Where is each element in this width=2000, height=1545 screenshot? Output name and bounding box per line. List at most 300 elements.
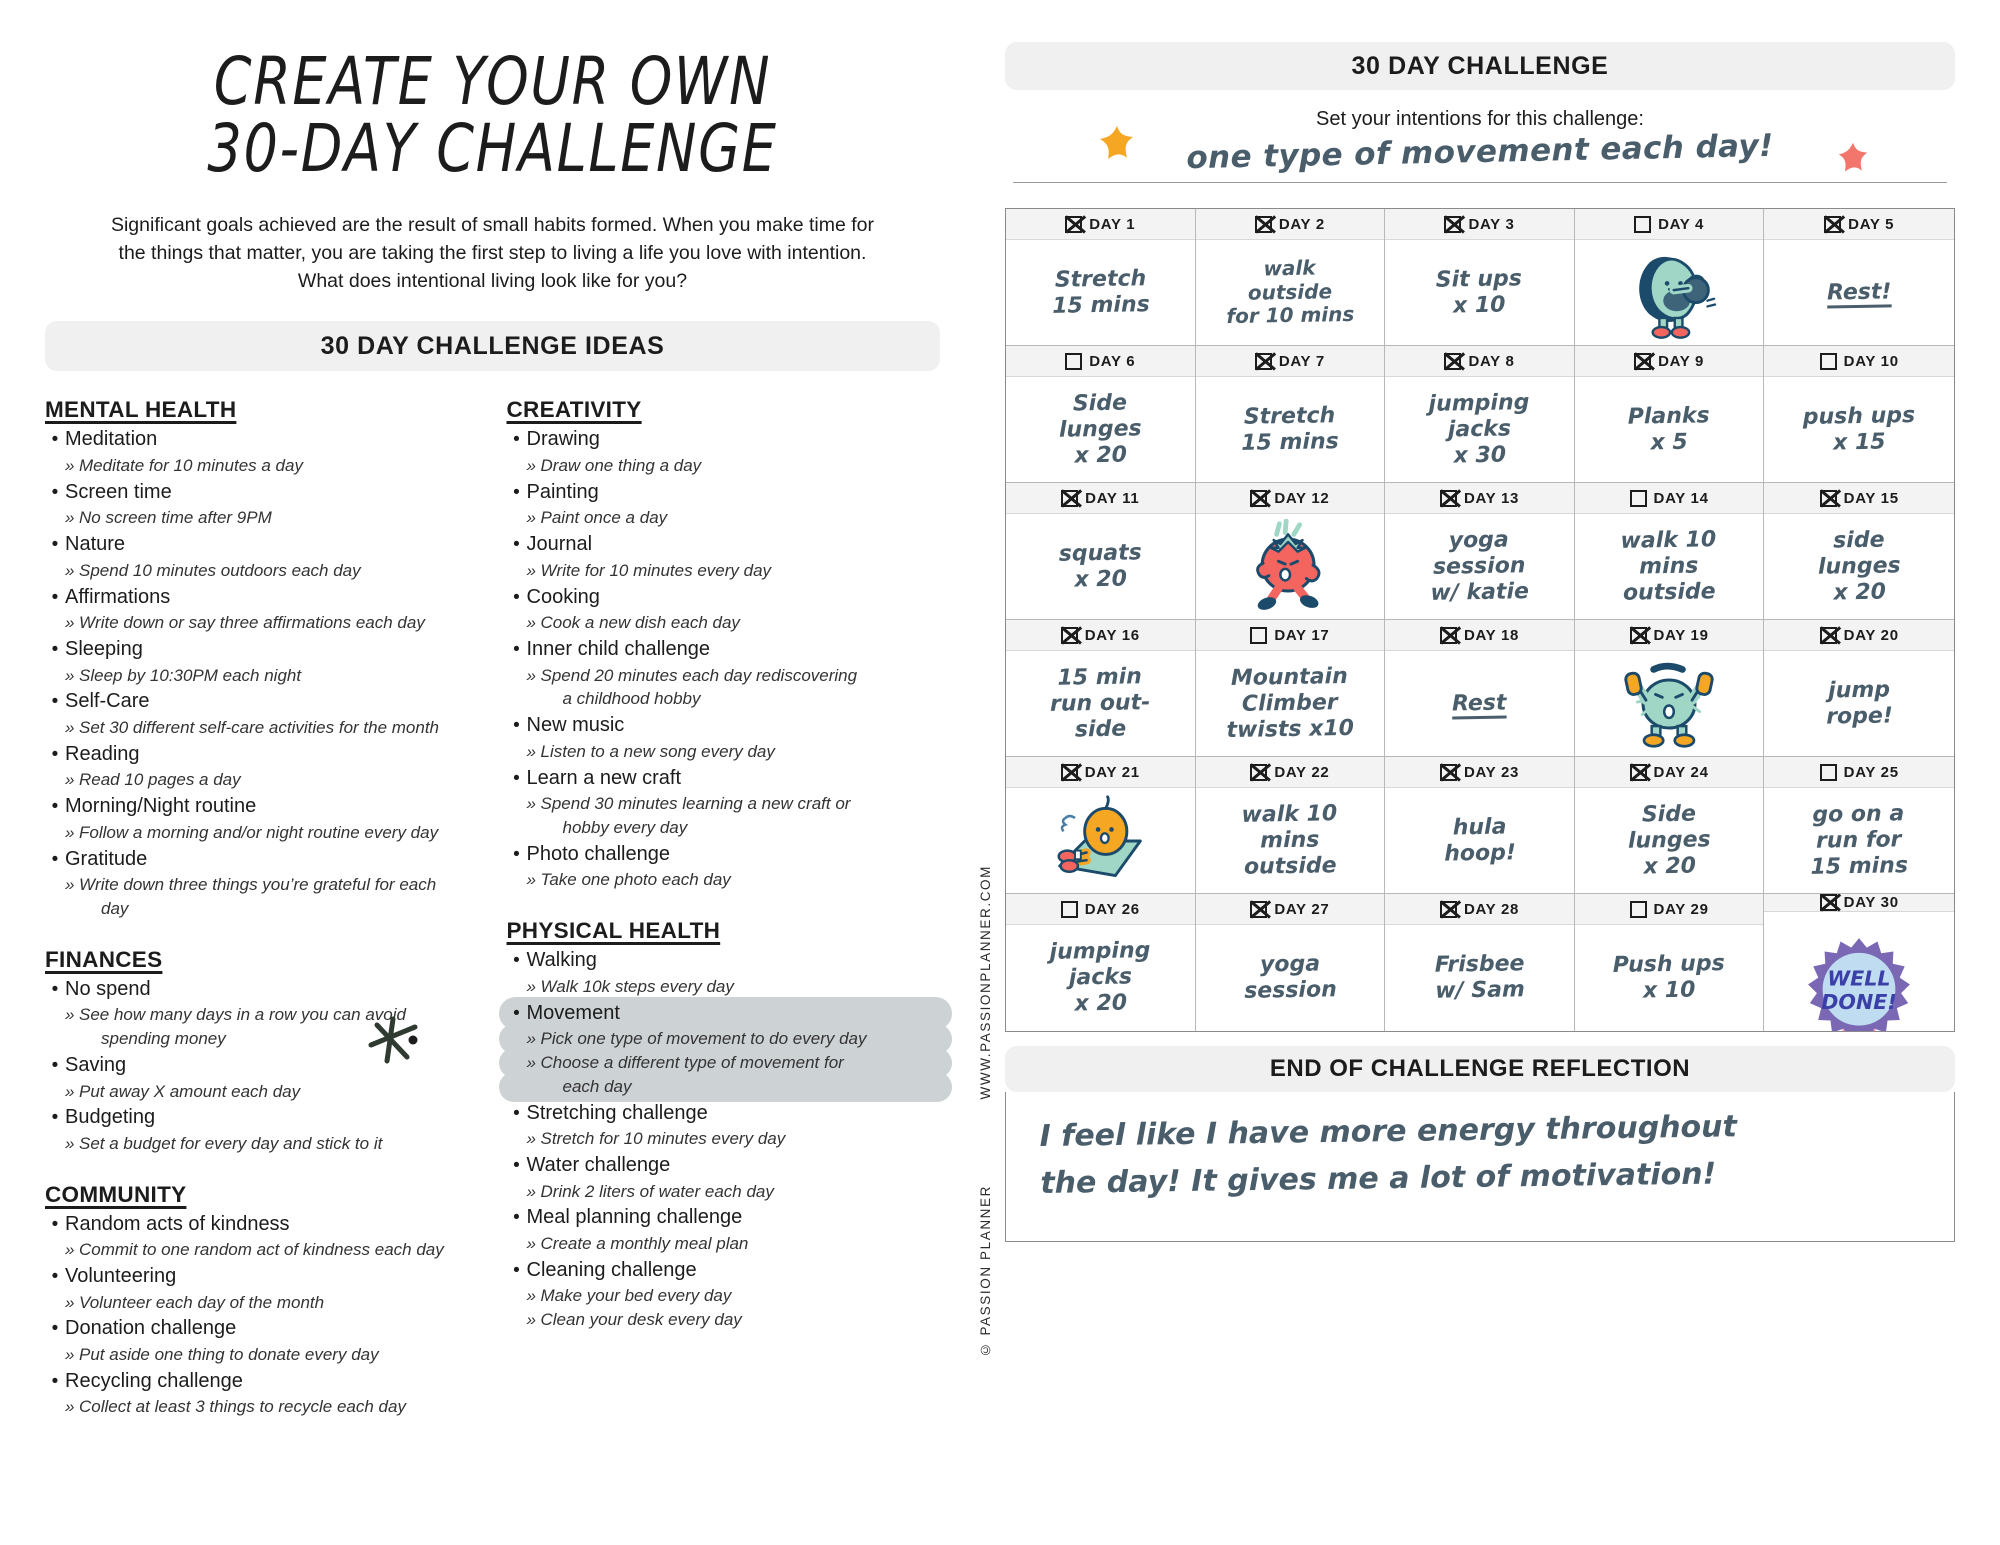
idea-subitem-text: Put away X amount each day xyxy=(79,1081,301,1101)
day-label: DAY 30 xyxy=(1843,894,1899,911)
day-cell-body[interactable] xyxy=(1385,925,1574,1031)
idea-item-row xyxy=(45,1315,479,1343)
day-cell-body[interactable] xyxy=(1196,788,1385,893)
right-panel xyxy=(985,0,2000,1545)
idea-item-label: Affirmations xyxy=(65,585,171,608)
guillemet-icon: » xyxy=(65,822,75,842)
day-entry-text: jumping jacks x 20 xyxy=(1049,938,1151,1017)
guillemet-icon: » xyxy=(65,665,75,685)
guillemet-icon: » xyxy=(65,717,75,737)
bullet-icon: • xyxy=(513,1102,520,1124)
day-cell-header xyxy=(1575,620,1764,651)
idea-item-row xyxy=(507,479,941,507)
list-item xyxy=(45,1104,479,1155)
idea-subitem-text: Follow a morning and/or night routine every day xyxy=(79,822,439,842)
bullet-icon: • xyxy=(513,1002,520,1024)
idea-item-row xyxy=(507,584,941,612)
idea-item-row xyxy=(507,712,941,740)
list-item xyxy=(507,1152,941,1203)
day-cell[interactable] xyxy=(1764,894,1954,1031)
idea-subitem-row xyxy=(507,1051,941,1075)
list-item xyxy=(45,688,479,739)
lemon-yoga-mat-sticker xyxy=(1052,793,1148,889)
list-item xyxy=(45,1315,479,1366)
idea-subitem-text: day xyxy=(101,898,129,918)
checked-checkbox-icon[interactable] xyxy=(1444,353,1461,370)
list-item xyxy=(507,1000,941,1099)
unchecked-checkbox-icon[interactable] xyxy=(1065,353,1082,370)
idea-item-label: Random acts of kindness xyxy=(65,1212,290,1235)
day-cell[interactable] xyxy=(1196,483,1386,620)
bullet-icon: • xyxy=(513,715,520,737)
day-cell-body[interactable] xyxy=(1385,240,1574,345)
idea-subitem-text: Choose a different type of movement for xyxy=(540,1052,844,1072)
bullet-icon: • xyxy=(51,534,59,556)
category-heading: MENTAL HEALTH xyxy=(45,397,237,423)
day-label: DAY 9 xyxy=(1658,352,1705,370)
day-cell-body[interactable] xyxy=(1764,788,1954,893)
intro-line-2: the things that matter, you are taking the first step to living a life you love with intention. xyxy=(118,241,867,264)
checked-checkbox-icon[interactable] xyxy=(1444,216,1461,233)
list-item xyxy=(45,426,479,477)
idea-item-row xyxy=(507,841,941,869)
idea-subitem-row xyxy=(507,1027,941,1051)
bullet-icon: • xyxy=(513,1207,520,1229)
idea-subitem-text: Drink 2 liters of water each day xyxy=(540,1181,774,1201)
guillemet-icon: » xyxy=(526,1286,536,1306)
idea-subitem-row xyxy=(507,1127,941,1151)
guillemet-icon: » xyxy=(65,456,75,476)
idea-subitem-row xyxy=(45,664,479,688)
day-label: DAY 22 xyxy=(1274,763,1330,781)
idea-item-label: Cleaning challenge xyxy=(526,1258,697,1281)
idea-subitem-row xyxy=(45,454,479,478)
day-cell-body[interactable] xyxy=(1196,240,1385,345)
idea-subitem-text: Commit to one random act of kindness each day xyxy=(79,1240,444,1260)
day-cell-header xyxy=(1196,346,1385,377)
day-cell-body[interactable] xyxy=(1006,240,1195,345)
day-cell[interactable] xyxy=(1764,209,1954,346)
day-cell[interactable] xyxy=(1764,620,1954,757)
day-cell-body[interactable] xyxy=(1575,514,1764,619)
bullet-icon: • xyxy=(513,1154,520,1176)
day-entry-text: hula hoop! xyxy=(1443,814,1516,867)
bullet-icon: • xyxy=(51,586,59,608)
list-item xyxy=(45,846,479,921)
list-item xyxy=(507,426,941,477)
checked-checkbox-icon[interactable] xyxy=(1820,894,1837,911)
day-cell-header xyxy=(1196,483,1385,514)
list-item xyxy=(507,1204,941,1255)
svg-text:WELL: WELL xyxy=(1827,966,1891,991)
guillemet-icon: » xyxy=(65,1345,75,1365)
day-label: DAY 4 xyxy=(1658,215,1705,233)
intentions-value[interactable]: one type of movement each day! xyxy=(1186,127,1774,177)
day-label: DAY 17 xyxy=(1274,626,1330,644)
idea-item-row xyxy=(45,584,479,612)
idea-item-label: Meditation xyxy=(65,428,158,451)
day-label: DAY 20 xyxy=(1843,626,1899,644)
ideas-column-right xyxy=(507,393,941,1420)
bullet-icon: • xyxy=(513,1259,520,1281)
idea-subitem-row xyxy=(45,1080,479,1104)
idea-subitem-row xyxy=(507,1308,941,1332)
day-cell[interactable] xyxy=(1006,620,1196,757)
idea-subitem-text: Set 30 different self-care activities for the month xyxy=(79,717,440,737)
day-cell-body[interactable] xyxy=(1764,912,1954,1031)
day-cell[interactable] xyxy=(1385,894,1575,1031)
guillemet-icon: » xyxy=(526,665,536,685)
unchecked-checkbox-icon[interactable] xyxy=(1061,901,1078,918)
day-cell-header xyxy=(1575,483,1764,514)
day-cell[interactable] xyxy=(1196,620,1386,757)
day-label: DAY 15 xyxy=(1843,489,1899,507)
idea-item-label: Walking xyxy=(526,949,597,972)
day-cell[interactable] xyxy=(1575,894,1765,1031)
idea-subitem-text: Cook a new dish each day xyxy=(540,613,740,633)
intentions-label: Set your intentions for this challenge: xyxy=(1316,108,1644,130)
bullet-icon: • xyxy=(513,429,520,451)
day-cell-body[interactable] xyxy=(1196,925,1385,1031)
idea-subitem-row xyxy=(507,1180,941,1204)
guillemet-icon: » xyxy=(526,508,536,528)
day-label: DAY 24 xyxy=(1653,763,1709,781)
idea-item-label: No spend xyxy=(65,977,151,1000)
day-cell-body[interactable] xyxy=(1575,925,1764,1031)
day-cell[interactable] xyxy=(1764,757,1954,894)
idea-subitem-text: Make your bed every day xyxy=(540,1286,732,1306)
day-cell-header xyxy=(1385,894,1574,925)
checked-checkbox-icon[interactable] xyxy=(1634,353,1651,370)
idea-subitem-row xyxy=(45,1343,479,1367)
day-entry-text: jumping jacks x 30 xyxy=(1428,389,1530,468)
list-item xyxy=(507,584,941,635)
day-cell-body[interactable] xyxy=(1575,651,1764,756)
day-cell[interactable] xyxy=(1575,209,1765,346)
day-cell-header xyxy=(1385,483,1574,514)
day-cell[interactable] xyxy=(1575,483,1765,620)
day-cell[interactable] xyxy=(1196,757,1386,894)
idea-item-label: Cooking xyxy=(526,585,600,608)
day-cell[interactable] xyxy=(1006,346,1196,483)
day-cell-header xyxy=(1764,346,1954,377)
day-cell-header xyxy=(1575,346,1764,377)
idea-item-label: Saving xyxy=(65,1053,127,1076)
list-item xyxy=(45,531,479,582)
day-label: DAY 14 xyxy=(1653,489,1709,507)
list-item xyxy=(45,479,479,530)
list-item xyxy=(507,841,941,892)
list-item xyxy=(45,584,479,635)
idea-subitem-row xyxy=(45,821,479,845)
checked-checkbox-icon[interactable] xyxy=(1255,216,1272,233)
day-cell-body[interactable] xyxy=(1385,377,1574,482)
day-cell-body[interactable] xyxy=(1385,788,1574,893)
guillemet-icon: » xyxy=(526,976,536,996)
day-cell-header xyxy=(1006,346,1195,377)
day-cell-body[interactable] xyxy=(1006,377,1195,482)
checked-checkbox-icon[interactable] xyxy=(1061,490,1078,507)
day-cell-header xyxy=(1196,209,1385,240)
day-entry-text: side lunges x 20 xyxy=(1817,527,1901,605)
unchecked-checkbox-icon[interactable] xyxy=(1634,216,1651,233)
day-entry-text: jump rope! xyxy=(1825,677,1893,730)
bullet-icon: • xyxy=(51,638,59,660)
day-entry-text: Push ups x 10 xyxy=(1612,951,1726,1004)
ideas-columns xyxy=(45,393,940,1420)
reflection-line-1: I feel like I have more energy throughout xyxy=(1039,1109,1738,1155)
day-cell[interactable] xyxy=(1575,620,1765,757)
checked-checkbox-icon[interactable] xyxy=(1440,490,1457,507)
unchecked-checkbox-icon[interactable] xyxy=(1820,353,1837,370)
day-entry-text: Stretch 15 mins xyxy=(1241,402,1340,456)
day-cell[interactable] xyxy=(1385,620,1575,757)
idea-item-label: New music xyxy=(526,714,625,737)
day-cell[interactable] xyxy=(1196,894,1386,1031)
checked-checkbox-icon[interactable] xyxy=(1630,627,1647,644)
day-cell[interactable] xyxy=(1006,894,1196,1031)
day-cell[interactable] xyxy=(1575,346,1765,483)
idea-item-label: Stretching challenge xyxy=(526,1101,708,1124)
checked-checkbox-icon[interactable] xyxy=(1250,901,1267,918)
checked-checkbox-icon[interactable] xyxy=(1065,216,1082,233)
handdrawn-star-annotation-icon xyxy=(365,1013,421,1065)
bullet-icon: • xyxy=(513,843,520,865)
day-cell[interactable] xyxy=(1385,209,1575,346)
day-cell-header xyxy=(1764,620,1954,651)
checked-checkbox-icon[interactable] xyxy=(1820,490,1837,507)
guillemet-icon: » xyxy=(526,1129,536,1149)
day-label: DAY 23 xyxy=(1463,763,1520,781)
checked-checkbox-icon[interactable] xyxy=(1440,901,1457,918)
day-cell-header xyxy=(1575,894,1764,925)
idea-subitem-text: each day xyxy=(562,1076,632,1096)
day-cell-header xyxy=(1764,209,1954,240)
idea-item-label: Sleeping xyxy=(65,637,143,660)
idea-item-label: Self-Care xyxy=(65,690,150,713)
day-cell[interactable] xyxy=(1385,483,1575,620)
sidebar-copyright: © PASSION PLANNER xyxy=(978,1185,993,1358)
category-heading: PHYSICAL HEALTH xyxy=(506,918,721,944)
checked-checkbox-icon[interactable] xyxy=(1250,764,1267,781)
day-cell-header xyxy=(1196,894,1385,925)
idea-subitem-row xyxy=(45,716,479,740)
bullet-icon: • xyxy=(51,1370,59,1392)
idea-item-label: Reading xyxy=(65,742,140,765)
day-cell-header xyxy=(1575,757,1764,788)
idea-subitem-text: Listen to a new song every day xyxy=(540,741,775,761)
checked-checkbox-icon[interactable] xyxy=(1440,764,1457,781)
day-cell-body[interactable] xyxy=(1764,514,1954,619)
day-cell-header xyxy=(1006,620,1195,651)
day-cell-header xyxy=(1385,620,1574,651)
idea-subitem-text: Write down or say three affirmations each day xyxy=(79,613,425,633)
idea-item-row xyxy=(507,1000,941,1028)
day-cell-body[interactable] xyxy=(1385,514,1574,619)
intro-line-1: Significant goals achieved are the result of small habits formed. When you make time for xyxy=(110,213,875,236)
idea-item-row xyxy=(45,846,479,874)
guillemet-icon: » xyxy=(65,1081,75,1101)
idea-item-label: Volunteering xyxy=(65,1265,177,1288)
idea-subitem-row xyxy=(507,506,941,530)
day-cell-body[interactable] xyxy=(1006,514,1195,619)
day-cell-body[interactable] xyxy=(1575,788,1764,893)
category-item-list xyxy=(507,426,941,892)
day-label: DAY 13 xyxy=(1463,489,1520,507)
category-item-list xyxy=(507,947,941,1332)
guillemet-icon: » xyxy=(65,875,75,895)
checked-checkbox-icon[interactable] xyxy=(1440,627,1457,644)
idea-item-label: Movement xyxy=(526,1001,620,1024)
day-cell[interactable] xyxy=(1575,757,1765,894)
day-label: DAY 1 xyxy=(1089,215,1136,233)
checked-checkbox-icon[interactable] xyxy=(1255,353,1272,370)
unchecked-checkbox-icon[interactable] xyxy=(1630,901,1647,918)
checked-checkbox-icon[interactable] xyxy=(1630,764,1647,781)
bullet-icon: • xyxy=(51,1054,59,1076)
bullet-icon: • xyxy=(513,481,520,503)
intro-paragraph xyxy=(45,211,940,296)
idea-subitem-text: Put aside one thing to donate every day xyxy=(79,1345,379,1365)
idea-item-row xyxy=(507,426,941,454)
checked-checkbox-icon[interactable] xyxy=(1820,627,1837,644)
list-item xyxy=(507,947,941,998)
bullet-icon: • xyxy=(51,1266,59,1288)
list-item xyxy=(507,479,941,530)
day-label: DAY 3 xyxy=(1468,215,1515,233)
day-entry-text: walk 10 mins outside xyxy=(1241,800,1338,880)
day-cell[interactable] xyxy=(1764,346,1954,483)
idea-item-row xyxy=(45,793,479,821)
day-cell-body[interactable] xyxy=(1006,925,1195,1031)
bullet-icon: • xyxy=(51,796,59,818)
day-cell-body[interactable] xyxy=(1006,788,1195,893)
idea-subitem-row xyxy=(45,611,479,635)
idea-item-label: Learn a new craft xyxy=(526,766,682,789)
day-cell-body[interactable] xyxy=(1764,240,1954,345)
day-cell-header xyxy=(1764,894,1954,912)
title-line-2: 30-DAY CHALLENGE xyxy=(207,110,778,188)
idea-subitem-row xyxy=(507,687,941,711)
day-entry-text: Planks x 5 xyxy=(1627,402,1711,455)
day-cell-header xyxy=(1385,209,1574,240)
checked-checkbox-icon[interactable] xyxy=(1061,627,1078,644)
guillemet-icon: » xyxy=(65,508,75,528)
unchecked-checkbox-icon[interactable] xyxy=(1630,490,1647,507)
idea-subitem-row xyxy=(45,1132,479,1156)
day-cell-body[interactable] xyxy=(1196,514,1385,619)
idea-subitem-text: Read 10 pages a day xyxy=(79,770,241,790)
day-label: DAY 29 xyxy=(1653,900,1709,918)
day-cell[interactable] xyxy=(1196,209,1386,346)
checked-checkbox-icon[interactable] xyxy=(1824,216,1841,233)
bullet-icon: • xyxy=(51,743,59,765)
day-entry-text: Frisbee w/ Sam xyxy=(1434,951,1525,1004)
idea-subitem-text: Draw one thing a day xyxy=(540,456,702,476)
idea-item-label: Drawing xyxy=(526,428,600,451)
day-cell-body[interactable] xyxy=(1764,651,1954,756)
day-cell-body[interactable] xyxy=(1196,651,1385,756)
day-cell[interactable] xyxy=(1385,346,1575,483)
day-label: DAY 27 xyxy=(1274,900,1330,918)
unchecked-checkbox-icon[interactable] xyxy=(1250,627,1267,644)
category-heading: FINANCES xyxy=(45,946,163,972)
intentions-section xyxy=(1005,108,1955,194)
title-line-1: CREATE YOUR OWN xyxy=(213,43,772,120)
idea-subitem-text: Create a monthly meal plan xyxy=(540,1233,749,1253)
day-entry-text: push ups x 15 xyxy=(1802,402,1916,455)
idea-subitem-text: spending money xyxy=(101,1029,226,1049)
day-cell-body[interactable] xyxy=(1575,377,1764,482)
day-cell-body[interactable] xyxy=(1006,651,1195,756)
idea-subitem-row xyxy=(507,740,941,764)
day-label: DAY 12 xyxy=(1274,489,1330,507)
guillemet-icon: » xyxy=(526,560,536,580)
reflection-text xyxy=(1039,1102,1920,1207)
list-item xyxy=(507,1100,941,1151)
running-tomato-sticker xyxy=(1242,519,1338,615)
category-item-list xyxy=(45,976,479,1156)
list-item xyxy=(45,793,479,844)
intentions-underline xyxy=(1013,182,1947,183)
checked-checkbox-icon[interactable] xyxy=(1250,490,1267,507)
guillemet-icon: » xyxy=(526,1310,536,1330)
day-cell-body[interactable] xyxy=(1575,240,1764,345)
unchecked-checkbox-icon[interactable] xyxy=(1820,764,1837,781)
day-cell[interactable] xyxy=(1006,757,1196,894)
day-cell[interactable] xyxy=(1764,483,1954,620)
day-cell-header xyxy=(1385,757,1574,788)
day-cell[interactable] xyxy=(1006,483,1196,620)
idea-subitem-row xyxy=(45,768,479,792)
list-item xyxy=(507,765,941,840)
sidebar-website-url: WWW.PASSIONPLANNER.COM xyxy=(978,865,993,1100)
idea-subitem-text: See how many days in a row you can avoid xyxy=(79,1005,406,1025)
day-cell-body[interactable] xyxy=(1196,377,1385,482)
idea-subitem-text: No screen time after 9PM xyxy=(79,508,272,528)
day-cell-body[interactable] xyxy=(1764,377,1954,482)
idea-subitem-text: Clean your desk every day xyxy=(540,1310,742,1330)
day-label: DAY 7 xyxy=(1278,352,1325,370)
day-label: DAY 16 xyxy=(1084,626,1140,644)
day-cell-body[interactable] xyxy=(1385,651,1574,756)
list-item xyxy=(507,712,941,763)
idea-subitem-text: Spend 30 minutes learning a new craft or xyxy=(540,794,851,814)
day-grid xyxy=(1005,208,1955,1032)
day-label: DAY 26 xyxy=(1084,900,1140,918)
reflection-box[interactable] xyxy=(1005,1092,1955,1242)
day-cell-header xyxy=(1006,209,1195,240)
left-panel xyxy=(0,0,985,1545)
day-cell[interactable] xyxy=(1006,209,1196,346)
day-cell[interactable] xyxy=(1196,346,1386,483)
guillemet-icon: » xyxy=(65,1133,75,1153)
idea-subitem-row xyxy=(507,611,941,635)
guillemet-icon: » xyxy=(526,794,536,814)
day-cell[interactable] xyxy=(1385,757,1575,894)
idea-item-label: Inner child challenge xyxy=(526,637,710,660)
day-entry-text: walk outside for 10 mins xyxy=(1226,255,1355,329)
idea-item-row xyxy=(507,531,941,559)
idea-subitem-row xyxy=(45,1395,479,1419)
checked-checkbox-icon[interactable] xyxy=(1061,764,1078,781)
idea-subitem-text: Sleep by 10:30PM each night xyxy=(79,665,302,685)
day-label: DAY 18 xyxy=(1463,626,1520,644)
reflection-header: END OF CHALLENGE REFLECTION xyxy=(1005,1046,1955,1092)
reflection-line-2: the day! It gives me a lot of motivation! xyxy=(1040,1156,1717,1201)
idea-subitem-row xyxy=(45,506,479,530)
list-item xyxy=(45,1368,479,1419)
